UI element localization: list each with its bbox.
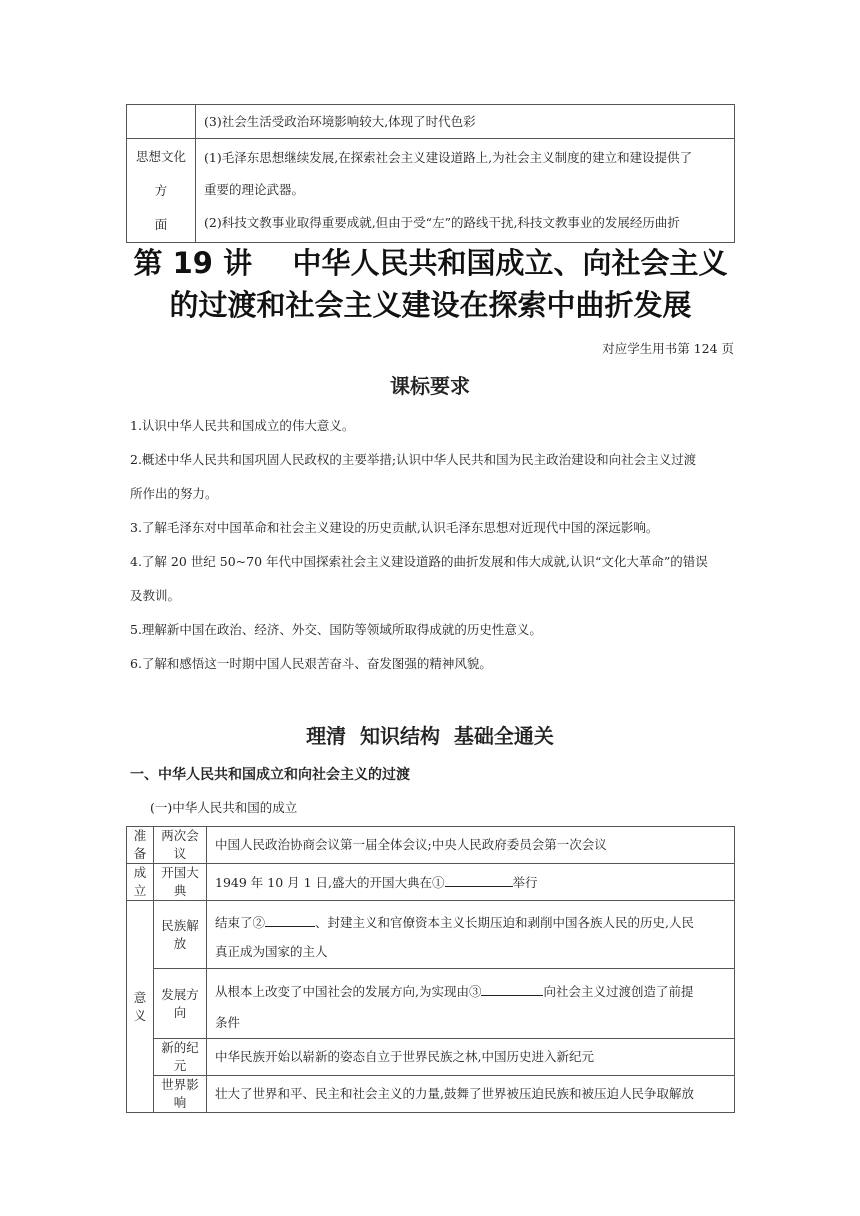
section-heading: 理清 知识结构 基础全通关 <box>306 724 554 748</box>
founding-table <box>126 826 735 1113</box>
requirement-item: 2.概述中华人民共和国巩固人民政权的主要举措;认识中华人民共和国为民主政治建设和向社会主义过渡 <box>130 452 697 467</box>
table-cell-text: 重要的理论武器。 <box>204 181 305 197</box>
row-content <box>207 864 735 901</box>
content-text: 向社会主义过渡创造了前提 <box>543 983 694 999</box>
requirement-item: 5.理解新中国在政治、经济、外交、国防等领域所取得成就的历史性意义。 <box>130 622 542 637</box>
lecture-title-line1: 第 19 讲 中华人民共和国成立、向社会主义 <box>133 246 728 280</box>
part-heading: 一、中华人民共和国成立和向社会主义的过渡 <box>130 767 410 783</box>
row-topic: 新的纪元 <box>154 1039 207 1076</box>
requirement-item: 所作出的努力。 <box>130 486 218 501</box>
row-label-line: 思想文化方 <box>135 148 186 198</box>
row-content <box>207 901 735 969</box>
lecture-title <box>126 242 735 326</box>
content-text: 、封建主义和官僚资本主义长期压迫和剥削中国各族人民的历史,人民 <box>315 914 694 930</box>
page-reference: 对应学生用书第 124 页 <box>602 341 734 356</box>
lecture-title-line2: 的过渡和社会主义建设在探索中曲折发展 <box>169 288 692 322</box>
content-text: 真正成为国家的主人 <box>215 943 328 959</box>
row-content: 中华民族开始以崭新的姿态自立于世界民族之林,中国历史进入新纪元 <box>207 1039 735 1076</box>
requirement-item: 6.了解和感悟这一时期中国人民艰苦奋斗、奋发图强的精神风貌。 <box>130 656 492 671</box>
requirement-item: 3.了解毛泽东对中国革命和社会主义建设的历史贡献,认识毛泽东思想对近现代中国的深远影响。 <box>130 520 659 535</box>
continued-table <box>126 104 735 243</box>
row-content <box>207 969 735 1039</box>
table-cell-text: (1)毛泽东思想继续发展,在探索社会主义建设道路上,为社会主义制度的建立和建设提供了 <box>204 149 693 165</box>
requirement-item: 1.认识中华人民共和国成立的伟大意义。 <box>130 418 355 433</box>
row-category: 准备 <box>127 827 154 864</box>
fill-blank-3[interactable] <box>481 981 543 996</box>
row-topic: 民族解放 <box>154 901 207 969</box>
requirements-heading: 课标要求 <box>390 374 470 398</box>
table-cell-text: (2)科技文教事业取得重要成就,但由于受“左”的路线干扰,科技文教事业的发展经历曲折 <box>204 214 680 230</box>
row-topic: 发展方向 <box>154 969 207 1039</box>
row-content: 中国人民政治协商会议第一届全体会议;中央人民政府委员会第一次会议 <box>207 827 735 864</box>
row-topic: 开国大典 <box>154 864 207 901</box>
table-cell-empty <box>127 105 196 139</box>
fill-blank-1[interactable] <box>445 872 513 887</box>
content-text: 1949 年 10 月 1 日,盛大的开国大典在① <box>215 875 445 890</box>
content-text: 从根本上改变了中国社会的发展方向,为实现由③ <box>215 983 482 999</box>
row-topic: 世界影响 <box>154 1076 207 1113</box>
content-text: 结束了② <box>215 914 266 930</box>
table-cell-text: (3)社会生活受政治环境影响较大,体现了时代色彩 <box>204 113 476 129</box>
row-category-significance: 意义 <box>127 901 154 1113</box>
row-category: 成立 <box>127 864 154 901</box>
table-cell <box>196 105 735 139</box>
row-label-line: 面 <box>154 216 168 232</box>
table-cell <box>196 139 735 243</box>
requirement-item: 及教训。 <box>130 588 181 603</box>
content-text: 条件 <box>215 1014 241 1030</box>
fill-blank-2[interactable] <box>265 912 315 927</box>
sub-heading: (一)中华人民共和国的成立 <box>150 800 298 815</box>
requirement-item: 4.了解 20 世纪 50~70 年代中国探索社会主义建设道路的曲折发展和伟大成就,认识“文化大革命”的错误 <box>130 554 708 569</box>
row-content: 壮大了世界和平、民主和社会主义的力量,鼓舞了世界被压迫民族和被压迫人民争取解放 <box>207 1076 735 1113</box>
row-topic: 两次会议 <box>154 827 207 864</box>
row-label-thought-culture <box>127 139 196 243</box>
content-text: 举行 <box>512 875 538 890</box>
